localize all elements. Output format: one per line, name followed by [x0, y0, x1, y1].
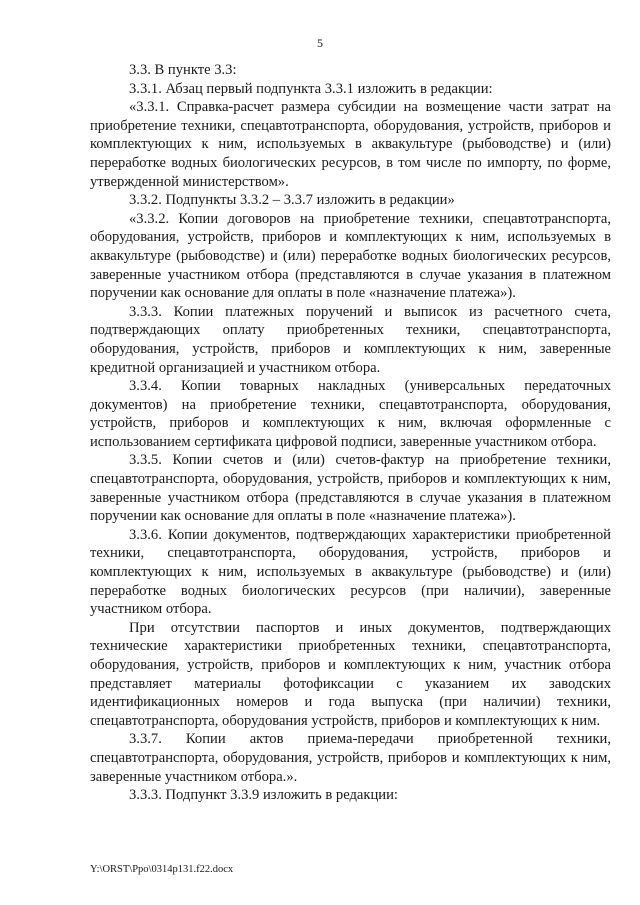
paragraph: 3.3.7. Копии актов приема-передачи приобретенной техники, спецавтотранспорта, оборудования, устройств, приборов и комплектующих к ним, заверенные участником отбора.». [90, 731, 611, 785]
paragraph: 3.3.2. Подпункты 3.3.2 – 3.3.7 изложить в редакции» [129, 192, 455, 209]
paragraph: 3.3.3. Копии платежных поручений и выписок из расчетного счета, подтверждающих оплату приобретенных техники, спецавтотранспорта, оборудования, устройств, приборов и комплектующих к ним, заверенные кредитной организацией и участником отбора. [90, 303, 611, 376]
page-number: 5 [317, 36, 323, 50]
paragraph: 3.3. В пункте 3.3: [129, 62, 237, 78]
paragraph: «3.3.1. Справка-расчет размера субсидии на возмещение части затрат на приобретение техники, спецавтотранспорта, оборудования, устройств, приборов и комплектующих к ним, используемых в аквакультуре (рыбоводстве) и (или) переработке водных биологических ресурсов, в том числе по импорту, по форме, утвержденной министерством». [90, 99, 611, 190]
footer-file-path: Y:\ORST\Ppo\0314p131.f22.docx [90, 864, 234, 875]
paragraph: «3.3.2. Копии договоров на приобретение техники, спецавтотранспорта, оборудования, устройств, приборов и комплектующих к ним, используемых в аквакультуре (рыбоводстве) и (или) переработке водных биологических ресурсов, заверенные участником отбора (представляются в случае указания в платежном поручении как основание для оплаты в поле «назначение платежа»). [90, 210, 611, 302]
paragraph: 3.3.1. Абзац первый подпункта 3.3.1 изложить в редакции: [129, 80, 493, 97]
paragraph: 3.3.4. Копии товарных накладных (универсальных передаточных документов) на приобретение техники, спецавтотранспорта, оборудования, устройств, приборов и комплектующих к ним, включая оформленные с использованием сертификата цифровой подписи, заверенные участником отбора. [90, 378, 611, 450]
document-body [90, 61, 611, 805]
paragraph: При отсутствии паспортов и иных документов, подтверждающих технические характеристики приобретенных техники, спецавтотранспорта, оборудования, устройств, приборов и комплектующих к ним, участник отбора представляет материалы фотофиксации с указанием их заводских идентификационных номеров и года выпуска (при наличии) техники, спецавтотранспорта, оборудования устройств, приборов и комплектующих к ним. [90, 619, 611, 729]
paragraph: 3.3.6. Копии документов, подтверждающих характеристики приобретенной техники, спецавтотранспорта, оборудования, устройств, приборов и комплектующих к ним, используемых в аквакультуре (рыбоводстве) и (или) переработке водных биологических ресурсов (при наличии), заверенные участником отбора. [90, 526, 611, 618]
paragraph: 3.3.3. Подпункт 3.3.9 изложить в редакции: [129, 787, 398, 804]
paragraph: 3.3.5. Копии счетов и (или) счетов-фактур на приобретение техники, спецавтотранспорта, оборудования, устройств, приборов и комплектующих к ним, заверенные участником отбора (представляются в случае указания в платежном поручении как основание для оплаты в поле «назначение платежа»). [90, 452, 611, 525]
